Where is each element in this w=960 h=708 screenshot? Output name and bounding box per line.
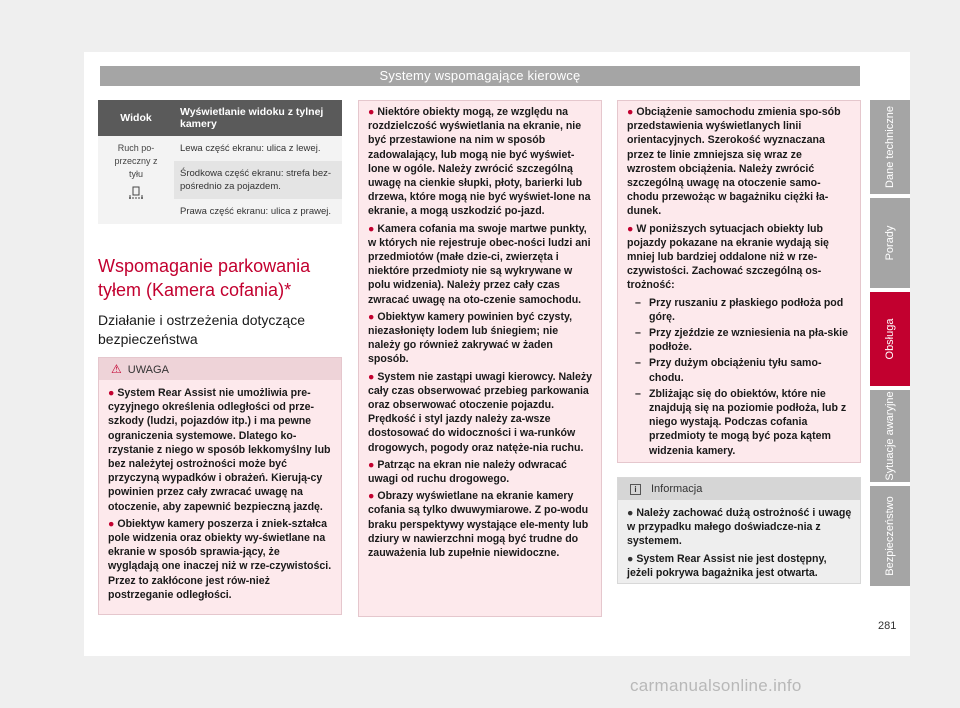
tab-label: Dane techniczne bbox=[884, 106, 896, 188]
warning-box bbox=[98, 357, 342, 615]
bullet-icon: ● bbox=[368, 310, 378, 323]
tab-obsluga[interactable] bbox=[870, 292, 910, 386]
sub-list-item bbox=[627, 356, 852, 384]
bullet-icon: ● bbox=[368, 490, 378, 503]
list-item bbox=[368, 105, 593, 219]
dash-icon: – bbox=[635, 296, 641, 309]
list-item-text: Niektóre obiekty mogą, ze względu na rozdzielczość wyświetlania na ekranie, nie być przestawione na nim w sposób zadowalający, lub mogą nie być wyświet-lone w ogóle. Należy zwrócić szczególną uwagę na cienkie słupki, płoty, barierki lub drzewa, które mogą nie być wyświet-lone na ekranie, a mogą uszkodzić po-jazd. bbox=[368, 106, 591, 218]
list-item bbox=[627, 105, 852, 219]
sub-list-item bbox=[627, 387, 852, 458]
list-item bbox=[368, 222, 593, 307]
info-icon: i bbox=[630, 484, 641, 495]
bullet-icon: ● bbox=[368, 106, 378, 118]
bullet-icon: ● bbox=[368, 222, 378, 235]
warning-label: UWAGA bbox=[127, 364, 169, 376]
list-item-text: System nie zastąpi uwagi kierowcy. Należy cały czas obserwować przebieg parkowania oraz obserwować otoczenie pojazdu. Prędkość i styl jazdy należy za-wsze dostosować do widoczności i wa-runków drogowych, pogody oraz natęże-nia ruchu. bbox=[368, 370, 593, 454]
tab-porady[interactable] bbox=[870, 198, 910, 288]
list-item bbox=[368, 370, 593, 455]
section-title: Wspomaganie parkowania tyłem (Kamera cofania)* bbox=[98, 256, 311, 300]
list-item bbox=[368, 458, 593, 486]
list-item bbox=[368, 310, 593, 367]
list-item-text: Obiektyw kamery powinien być czysty, niezasłonięty lodem lub śniegiem; nie należy go również zakrywać w żaden sposób. bbox=[368, 310, 573, 366]
view-label-line: Ruch po- bbox=[117, 143, 155, 153]
list-item-text: Obiektyw kamery poszerza i zniek-ształca pole widzenia oraz obiekty wy-świetlane na ekranie w sposób sprawia-jący, że wyglądają one inaczej niż w rze-czywistości. Przez to zakłócone jest rów-nież postrzeganie odległości. bbox=[108, 517, 332, 601]
tab-dane-techniczne[interactable] bbox=[870, 100, 910, 194]
tab-label: Sytuacje awaryjne bbox=[884, 391, 896, 481]
warning-triangle-icon: ⚠ bbox=[111, 362, 122, 376]
list-item-text: Kamera cofania ma swoje martwe punkty, w których nie rejestruje obec-ności ludzi ani przedmiotów (małe dzie-ci, zwierzęta i niektóre przedmioty nie są wykrywane w polu widzenia). Należy przez cały czas zwracać uwagę na oto-czenie samochodu. bbox=[368, 222, 591, 306]
watermark: carmanualsonline.info bbox=[630, 676, 802, 695]
list-item bbox=[627, 552, 852, 580]
view-label-line: tyłu bbox=[128, 169, 143, 179]
table-cell: Środkowa część ekranu: strefa bez-pośrednio za pojazdem. bbox=[174, 161, 342, 199]
bullet-icon: ● bbox=[627, 552, 637, 565]
table-cell: Lewa część ekranu: ulica z lewej. bbox=[174, 136, 342, 161]
bullet-icon: ● bbox=[108, 387, 118, 399]
warning-header bbox=[99, 358, 341, 380]
info-box bbox=[617, 477, 861, 584]
list-item-text: Obrazy wyświetlane na ekranie kamery cofania są tylko dwuwymiarowe. Z po-wodu braku perspektywy wystające ele-menty lub dziury w nawierzchni mogą być trudne do zauważenia lub zupełnie niewidoczne. bbox=[368, 490, 589, 560]
info-label: Informacja bbox=[651, 483, 703, 495]
tab-sytuacje-awaryjne[interactable] bbox=[870, 390, 910, 482]
view-table bbox=[98, 100, 342, 224]
warning-continued-box-right bbox=[617, 100, 861, 463]
tab-label: Porady bbox=[884, 225, 896, 261]
tab-label: Obsługa bbox=[884, 318, 896, 360]
page-number: 281 bbox=[878, 620, 897, 632]
view-label-line: przeczny z bbox=[114, 156, 158, 166]
dash-icon: – bbox=[635, 327, 641, 340]
section-subtitle: Działanie i ostrzeżenia dotyczące bezpieczeństwa bbox=[98, 312, 305, 347]
dash-icon: – bbox=[635, 357, 641, 370]
list-item-text: System Rear Assist nie jest dostępny, jeżeli pokrywa bagażnika jest otwarta. bbox=[627, 552, 827, 579]
table-row bbox=[98, 136, 342, 161]
bullet-icon: ● bbox=[368, 370, 378, 383]
bullet-icon: ● bbox=[627, 106, 637, 118]
warning-continued-box bbox=[358, 100, 602, 617]
sub-list-item bbox=[627, 296, 852, 324]
bullet-icon: ● bbox=[108, 517, 118, 530]
info-header bbox=[618, 478, 860, 500]
rear-traffic-icon bbox=[128, 186, 144, 200]
sub-list-item-text: Zbliżając się do obiektów, które nie znajdują się na poziomie podłoża, lub z niego wystają. Podczas cofania przedmioty te mogą być poza kątem widzenia kamery. bbox=[649, 387, 847, 457]
list-item-text: Należy zachować dużą ostrożność i uwagę w przypadku małego doświadcze-nia z systemem. bbox=[627, 507, 852, 548]
table-header-view: Widok bbox=[98, 100, 174, 136]
list-item-text: Obciążenie samochodu zmienia spo-sób przedstawienia wyświetlanych linii orientacyjnych. Szerokość wyznaczana przez te linie zmniejsza się wraz ze wzrostem obciążenia. Należy zwrócić szczególną uwagę na otoczenie samo-chodu przewożąc w bagażniku ciężki ła-dunek. bbox=[627, 106, 841, 218]
sub-list-item bbox=[627, 326, 852, 354]
sub-list-item-text: Przy dużym obciążeniu tyłu samo-chodu. bbox=[649, 357, 822, 384]
list-item-text: W poniższych sytuacjach obiekty lub pojazdy pokazane na ekranie wydają się mniej lub bardziej oddalone niż w rze-czywistości. Zachować szczególną os-trożność: bbox=[627, 222, 829, 292]
view-cell bbox=[98, 136, 174, 224]
page-header: Systemy wspomagające kierowcę bbox=[100, 66, 860, 86]
bullet-icon: ● bbox=[627, 507, 637, 519]
list-item-text: Patrząc na ekran nie należy odwracać uwagi od ruchu drogowego. bbox=[368, 458, 567, 486]
dash-icon: – bbox=[635, 387, 641, 400]
list-item bbox=[627, 222, 852, 293]
list-item bbox=[368, 489, 593, 560]
tab-label: Bezpieczeństwo bbox=[884, 496, 896, 576]
table-cell: Prawa część ekranu: ulica z prawej. bbox=[174, 199, 342, 224]
list-item bbox=[627, 506, 852, 549]
table-header-display: Wyświetlanie widoku z tylnej kamery bbox=[174, 100, 342, 136]
list-item bbox=[108, 386, 333, 514]
sub-list-item-text: Przy zjeździe ze wzniesienia na pła-skie podłoże. bbox=[649, 327, 849, 354]
list-item bbox=[108, 517, 333, 602]
list-item-text: System Rear Assist nie umożliwia pre-cyzyjnego określenia odległości od prze-szkody (ludzi, pojazdów itp.) i ma pewne ograniczenia systemowe. Dlatego ko-rzystanie z niego w sposób lekkomyślny lub bez należytej ostrożności może być przyczyną wypadków i obrażeń. Kierują-cy powinien przez cały zwracać uwagę na otoczenie, aby zapewnić bezpieczną jazdę. bbox=[108, 387, 331, 513]
bullet-icon: ● bbox=[627, 222, 637, 235]
sub-list-item-text: Przy ruszaniu z płaskiego podłoża pod górę. bbox=[649, 296, 844, 323]
bullet-icon: ● bbox=[368, 458, 378, 471]
tab-bezpieczenstwo[interactable] bbox=[870, 486, 910, 586]
